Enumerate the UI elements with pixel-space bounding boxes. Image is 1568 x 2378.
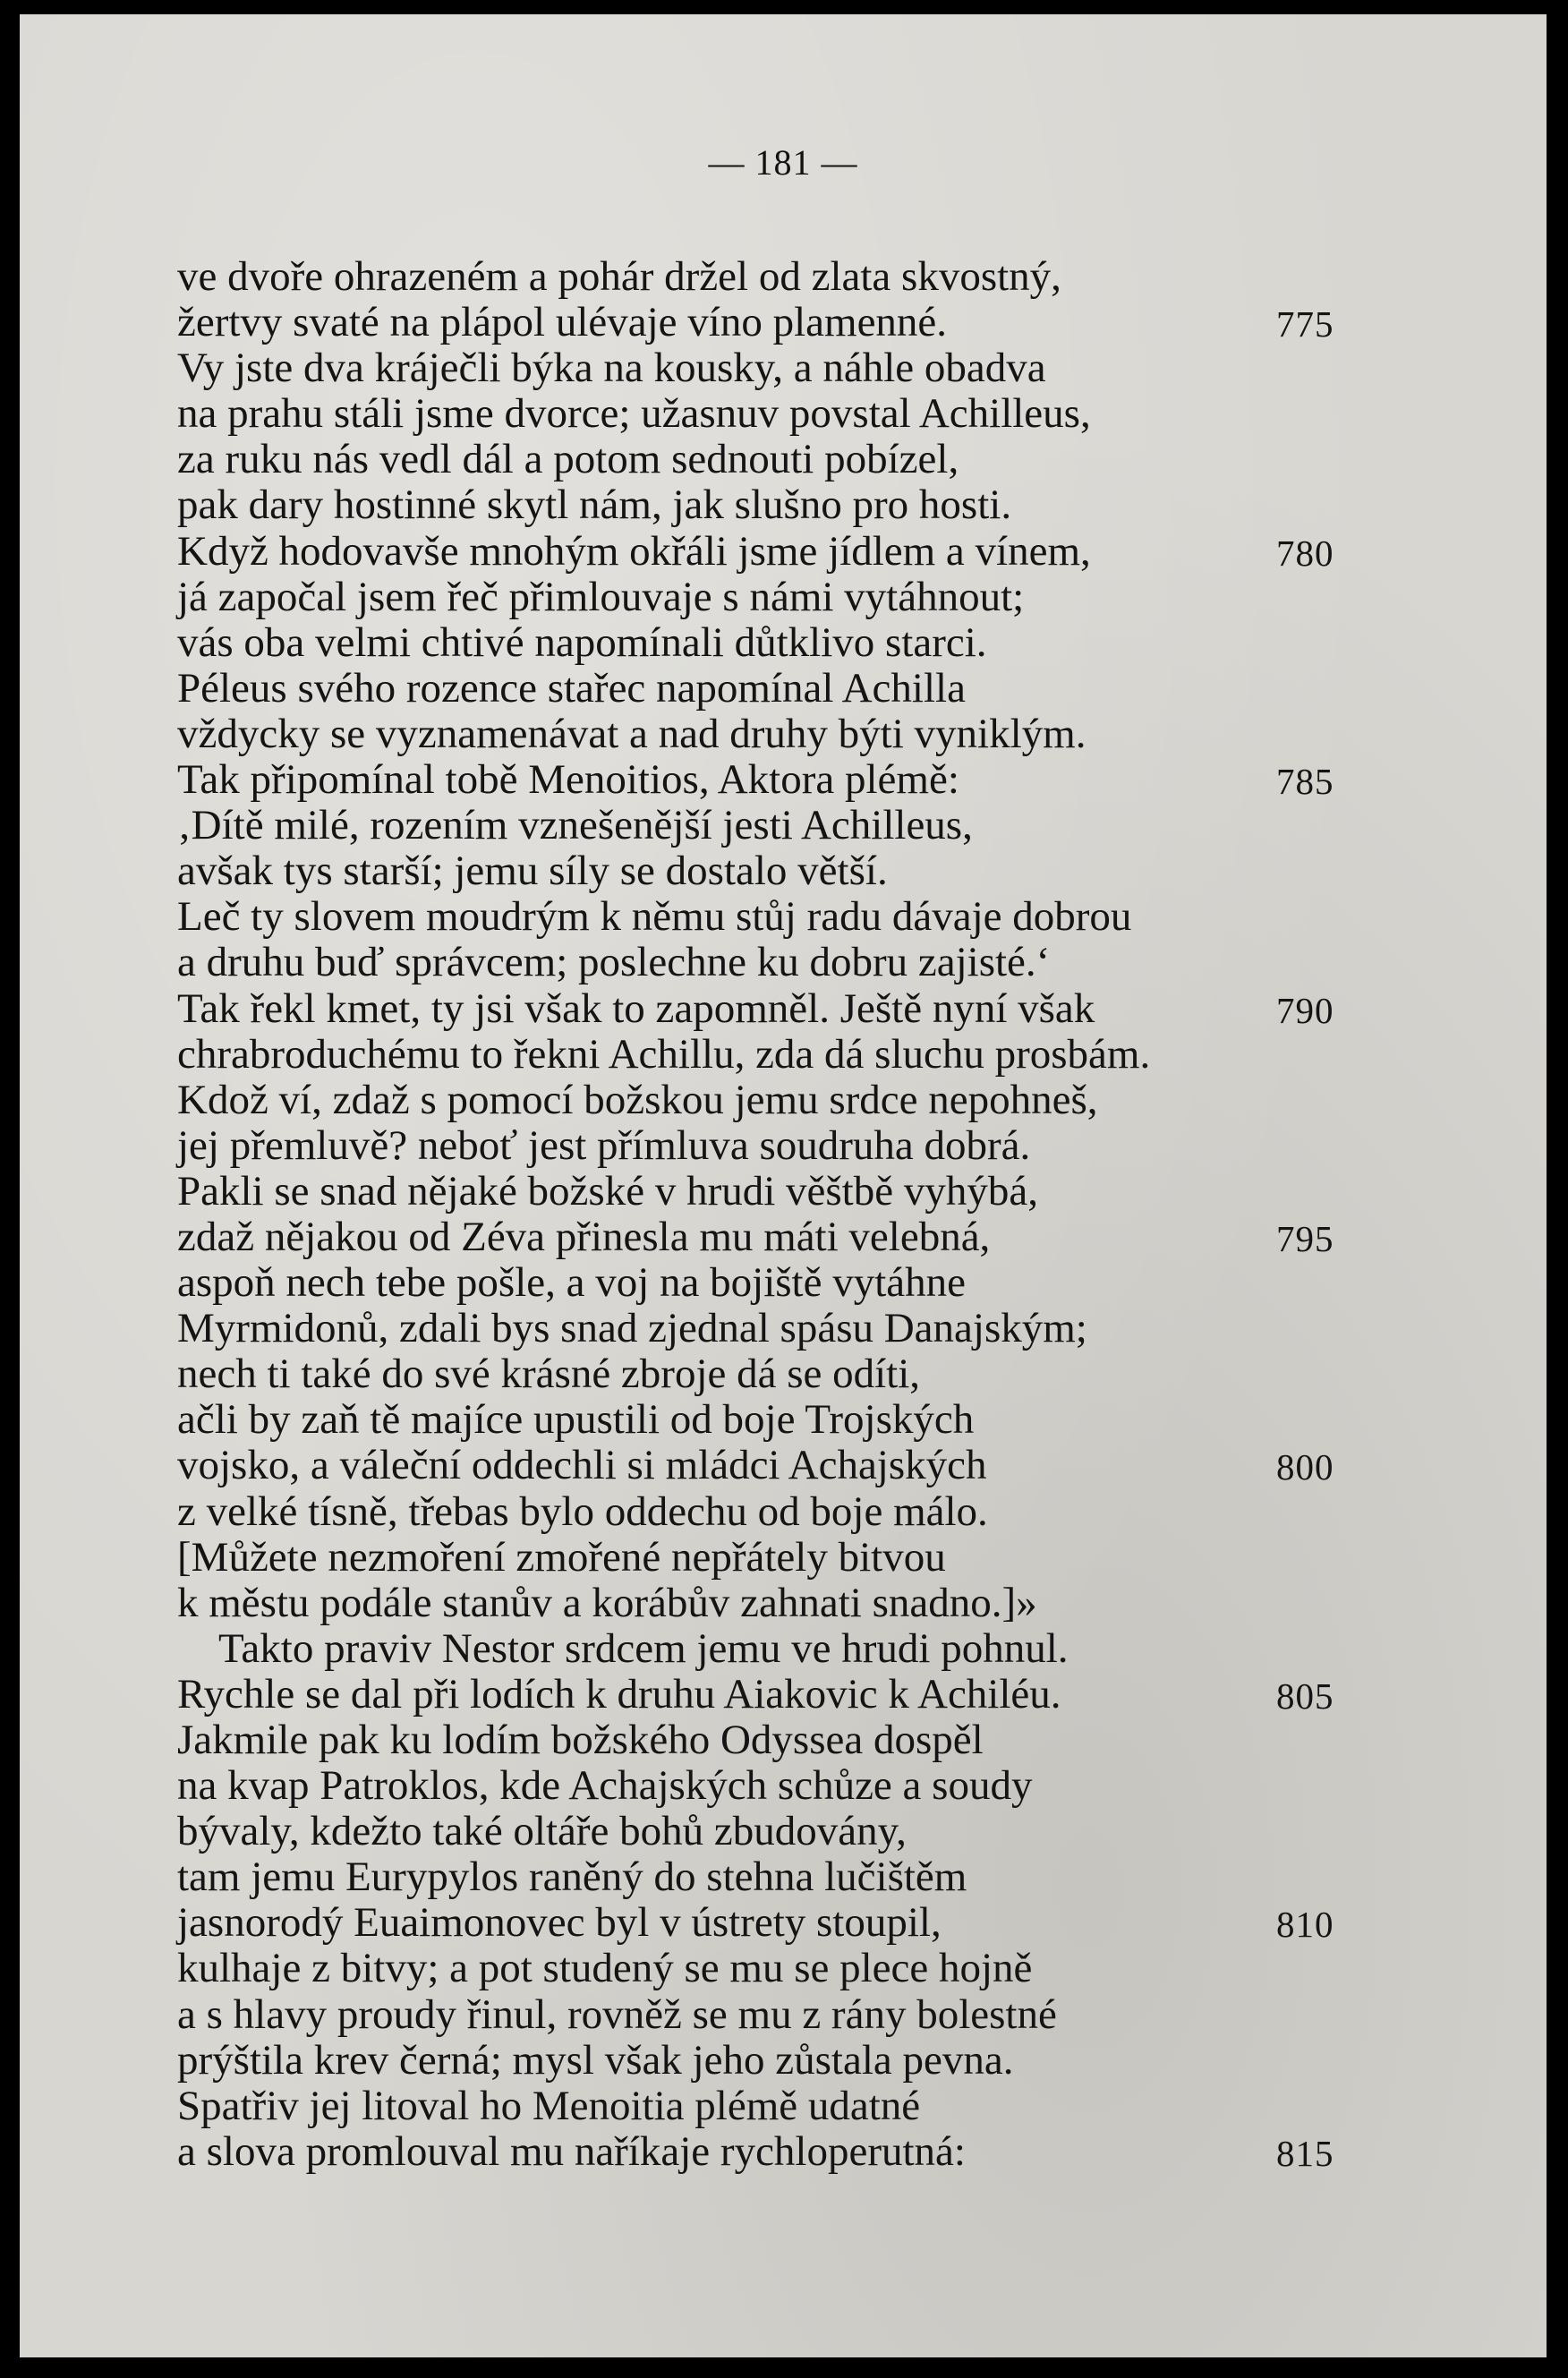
verse-line xyxy=(20,894,1547,940)
verse-text: nech ti také do své krásné zbroje dá se odíti, xyxy=(177,1351,921,1398)
verse-line xyxy=(20,2084,1547,2129)
verse-text: a s hlavy proudy řinul, rovněž se mu z rány bolestné xyxy=(177,1990,1057,2038)
verse-text: žertvy svaté na plápol ulévaje víno plamenné. xyxy=(177,299,948,346)
verse-line xyxy=(20,620,1547,666)
line-number: 795 xyxy=(1276,1217,1334,1259)
verse-text: vás oba velmi chtivé napomínali důtklivo starci. xyxy=(177,618,987,666)
verse-text: tam jemu Eurypylos raněný do stehna lučištěm xyxy=(177,1854,967,1901)
verse-text: k městu podále stanův a korábův zahnati snadno.]» xyxy=(177,1579,1037,1626)
verse-text: jasnorodý Euaimonovec byl v ústrety stoupil, xyxy=(177,1899,942,1947)
verse-text: aspoň nech tebe pošle, a voj na bojiště vytáhne xyxy=(177,1259,966,1307)
verse-line xyxy=(20,757,1547,803)
verse-text: Kdož ví, zdaž s pomocí božskou jemu srdce nepohneš, xyxy=(177,1076,1098,1123)
line-number: 810 xyxy=(1276,1904,1334,1946)
verse-line xyxy=(20,482,1547,528)
verse-line xyxy=(20,1854,1547,1900)
verse-text: avšak tys starší; jemu síly se dostalo větší. xyxy=(177,848,888,895)
line-number: 785 xyxy=(1276,761,1334,803)
verse-line xyxy=(20,575,1547,620)
verse-line xyxy=(20,1215,1547,1260)
verse-line xyxy=(20,1260,1547,1306)
verse-text: Tak řekl kmet, ty jsi však to zapomněl. Ještě nyní však xyxy=(177,984,1095,1032)
verse-line xyxy=(20,1992,1547,2038)
verse-line xyxy=(20,1581,1547,1626)
verse-text: já započal jsem řeč přimlouvaje s námi vytáhnout; xyxy=(177,573,1025,620)
verse-text: ‚Dítě milé, rozením vznešenější jesti Achilleus, xyxy=(177,802,973,849)
verse-text: Leč ty slovem moudrým k němu stůj radu dávaje dobrou xyxy=(177,893,1132,941)
verse-text: ačli by zaň tě majíce upustili od boje Trojských xyxy=(177,1396,975,1444)
verse-line xyxy=(20,1032,1547,1078)
verse-text: Jakmile pak ku lodím božského Odyssea dospěl xyxy=(177,1717,984,1763)
verse-line xyxy=(20,848,1547,894)
verse-text: Když hodovavše mnohým okřáli jsme jídlem a vínem, xyxy=(177,527,1091,575)
verse-text: zdaž nějakou od Zéva přinesla mu máti velebná, xyxy=(177,1213,991,1260)
verse-text: a druhu buď správcem; poslechne ku dobru zajisté.‘ xyxy=(177,939,1051,986)
line-number: 800 xyxy=(1276,1446,1334,1488)
verse-line xyxy=(20,986,1547,1032)
verse-line xyxy=(20,1397,1547,1443)
line-number: 805 xyxy=(1276,1675,1334,1717)
verse-text: Pakli se snad nějaké božské v hrudi věštbě vyhýbá, xyxy=(177,1167,1038,1215)
verse-text: chrabroduchému to řekni Achillu, zda dá sluchu prosbám. xyxy=(177,1030,1151,1078)
verse-text: Takto praviv Nestor srdcem jemu ve hrudi pohnul. xyxy=(218,1624,1069,1672)
verse-line xyxy=(20,1169,1547,1215)
verse-text: vždycky se vyznamenávat a nad druhy býti vyniklým. xyxy=(177,710,1087,757)
verse-line xyxy=(20,1535,1547,1581)
verse-line xyxy=(20,2038,1547,2084)
verse-text: vojsko, a váleční oddechli si mládci Achajských xyxy=(177,1442,987,1489)
verse-line xyxy=(20,1078,1547,1123)
line-number: 780 xyxy=(1276,532,1334,574)
verse-text: Tak připomínal tobě Menoitios, Aktora plémě: xyxy=(177,756,959,804)
line-number: 775 xyxy=(1276,303,1334,345)
verse-line xyxy=(20,345,1547,391)
verse-block xyxy=(20,254,1547,2175)
page-number: — 181 — xyxy=(708,142,858,183)
verse-line xyxy=(20,1351,1547,1397)
verse-line xyxy=(20,1809,1547,1854)
verse-line xyxy=(20,940,1547,985)
verse-line xyxy=(20,2129,1547,2175)
verse-line xyxy=(20,712,1547,757)
verse-line xyxy=(20,529,1547,575)
verse-text: z velké tísně, třebas bylo oddechu od boje málo. xyxy=(177,1487,988,1535)
verse-text: Rychle se dal při lodích k druhu Aiakovic k Achiléu. xyxy=(177,1670,1061,1717)
verse-line xyxy=(20,1123,1547,1169)
verse-line xyxy=(20,437,1547,482)
book-page xyxy=(20,14,1547,2357)
verse-line xyxy=(20,1717,1547,1763)
verse-line xyxy=(20,1946,1547,1991)
verse-text: ve dvoře ohrazeném a pohár držel od zlata skvostný, xyxy=(177,253,1061,300)
verse-line xyxy=(20,666,1547,712)
verse-line xyxy=(20,1626,1547,1672)
verse-line xyxy=(20,391,1547,437)
verse-text: Vy jste dva kráječli býka na kousky, a náhle obadva xyxy=(177,345,1046,392)
verse-line xyxy=(20,1443,1547,1488)
verse-line xyxy=(20,300,1547,345)
verse-line xyxy=(20,803,1547,848)
verse-text: za ruku nás vedl dál a potom sednouti pobízel, xyxy=(177,436,959,483)
verse-line xyxy=(20,1900,1547,1946)
verse-text: kulhaje z bitvy; a pot studený se mu se plece hojně xyxy=(177,1945,1033,1992)
verse-line xyxy=(20,1763,1547,1809)
verse-text: prýštila krev černá; mysl však jeho zůstala pevna. xyxy=(177,2036,1014,2084)
verse-text: bývaly, kdežto také oltáře bohů zbudovány, xyxy=(177,1808,907,1855)
verse-line xyxy=(20,1489,1547,1535)
verse-line xyxy=(20,1306,1547,1351)
verse-text: Spatřiv jej litoval ho Menoitia plémě udatné xyxy=(177,2082,921,2129)
line-number: 790 xyxy=(1276,989,1334,1031)
verse-text: Myrmidonů, zdali bys snad zjednal spásu Danajským; xyxy=(177,1305,1087,1352)
verse-text: Péleus svého rozence stařec napomínal Achilla xyxy=(177,664,966,712)
verse-line xyxy=(20,254,1547,300)
verse-text: pak dary hostinné skytl nám, jak slušno pro hosti. xyxy=(177,482,1012,529)
verse-text: [Můžete nezmoření zmořené nepřátely bitvou xyxy=(177,1533,946,1581)
line-number: 815 xyxy=(1276,2132,1334,2174)
verse-text: jej přemluvě? neboť jest přímluva soudruha dobrá. xyxy=(177,1121,1031,1169)
verse-text: na kvap Patroklos, kde Achajských schůze a soudy xyxy=(177,1762,1033,1810)
verse-line xyxy=(20,1672,1547,1717)
verse-text: a slova promlouval mu naříkaje rychloperutná: xyxy=(177,2127,966,2175)
verse-text: na prahu stáli jsme dvorce; užasnuv povstal Achilleus, xyxy=(177,390,1091,438)
